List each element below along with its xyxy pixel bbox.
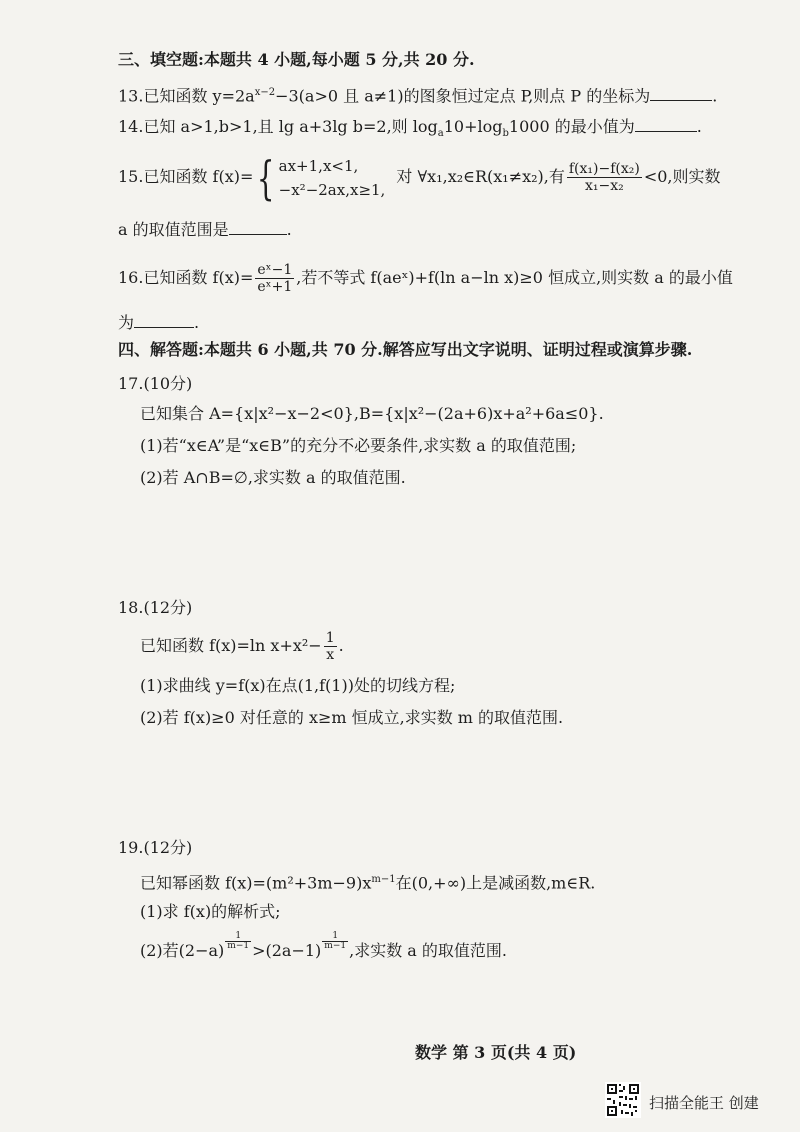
q18-part-2: (2)若 f(x)≥0 对任意的 x≥m 恒成立,求实数 m 的取值范围. <box>140 708 564 727</box>
q16-text-b: ,若不等式 f(aeˣ)+f(ln a−ln x)≥0 恒成立,则实数 a 的最小值 <box>296 268 733 287</box>
watermark-text: 扫描全能王 创建 <box>649 1094 759 1112</box>
q14-text-b: 10+log <box>443 117 503 136</box>
q19-exp2-num: 1 <box>322 932 348 942</box>
q15-frac-num: f(x₁)−f(x₂) <box>568 161 640 177</box>
q19-stem <box>140 870 595 893</box>
q19-exp1-den: m−1 <box>227 941 250 951</box>
q16-frac-num: eˣ−1 <box>257 262 293 278</box>
q19-p2-text-mid: >(2a−1) <box>252 941 322 960</box>
q17-score: 17.(10分) <box>118 374 193 393</box>
q18-stem-end: . <box>338 636 344 655</box>
question-15-line2 <box>118 220 292 240</box>
q16-answer-blank[interactable] <box>134 313 194 328</box>
q15-answer-blank[interactable] <box>229 220 287 235</box>
q13-text-a: 13.已知函数 y=2a <box>118 86 255 106</box>
q16-frac-den: eˣ+1 <box>257 279 293 295</box>
q14-text-c: 1000 的最小值为 <box>508 117 635 136</box>
q19-p2-text-b: ,求实数 a 的取值范围. <box>349 941 507 960</box>
q19-part-1: (1)求 f(x)的解析式; <box>140 902 281 921</box>
q18-part-1: (1)求曲线 y=f(x)在点(1,f(1))处的切线方程; <box>140 676 456 695</box>
q14-end: . <box>696 117 702 136</box>
q18-frac-num: 1 <box>325 630 335 646</box>
q15-case-2: −x²−2ax,x≥1, <box>278 180 386 199</box>
q14-answer-blank[interactable] <box>635 117 697 132</box>
q15-piecewise <box>279 154 386 202</box>
q13-exponent: x−2 <box>254 87 276 98</box>
q13-end: . <box>712 86 718 106</box>
qr-code-icon <box>605 1082 641 1118</box>
q15-frac-den: x₁−x₂ <box>584 178 624 194</box>
q14-sub-a: a <box>437 128 444 140</box>
question-14 <box>118 117 702 144</box>
page-footer: 数学 第 3 页(共 4 页) <box>415 1043 577 1062</box>
q18-fraction <box>324 630 337 663</box>
q15-fraction <box>567 161 642 194</box>
q19-exp1-num: 1 <box>225 932 251 942</box>
q15-line2-text: a 的取值范围是 <box>118 220 229 239</box>
q15-brace: { <box>257 150 275 205</box>
q19-exp2-den: m−1 <box>324 941 347 951</box>
q19-exponent-1 <box>225 932 251 951</box>
question-13 <box>118 83 717 106</box>
q19-stem-text-b: 在(0,+∞)上是减函数,m∈R. <box>395 873 596 893</box>
q18-frac-den: x <box>326 647 335 663</box>
q18-score: 18.(12分) <box>118 598 193 617</box>
q17-stem: 已知集合 A={x|x²−x−2<0},B={x|x²−(2a+6)x+a²+6a≤0}. <box>140 404 604 423</box>
q19-part-2 <box>140 932 507 963</box>
q15-text-b: 对 ∀x₁,x₂∈R(x₁≠x₂),有 <box>396 167 565 186</box>
q15-case-1: ax+1,x<1, <box>278 156 359 175</box>
q16-line2-text: 为 <box>118 313 135 332</box>
question-15 <box>118 150 721 205</box>
q16-end: . <box>194 313 200 332</box>
q18-stem-text: 已知函数 f(x)=ln x+x²− <box>140 636 322 655</box>
q16-fraction <box>255 262 294 295</box>
q15-text-a: 15.已知函数 f(x)= <box>118 167 254 186</box>
q13-answer-blank[interactable] <box>650 86 712 101</box>
q18-stem <box>140 626 344 666</box>
q15-end: . <box>286 220 292 239</box>
q19-exponent-2 <box>322 932 348 951</box>
q19-stem-exponent: m−1 <box>371 874 396 885</box>
q16-text-a: 16.已知函数 f(x)= <box>118 268 254 287</box>
question-16-line2 <box>118 313 199 333</box>
section-header-answer: 四、解答题:本题共 6 小题,共 70 分.解答应写出文字说明、证明过程或演算步骤. <box>118 340 693 359</box>
q19-p2-text-a: (2)若(2−a) <box>140 941 225 960</box>
section-header-fill: 三、填空题:本题共 4 小题,每小题 5 分,共 20 分. <box>118 50 475 69</box>
q19-stem-text-a: 已知幂函数 f(x)=(m²+3m−9)x <box>140 873 372 893</box>
q15-text-c: <0,则实数 <box>643 167 721 186</box>
q13-text-b: −3(a>0 且 a≠1)的图象恒过定点 P,则点 P 的坐标为 <box>275 86 651 106</box>
q17-part-1: (1)若“x∈A”是“x∈B”的充分不必要条件,求实数 a 的取值范围; <box>140 436 577 455</box>
scanner-watermark <box>605 1082 795 1122</box>
question-16 <box>118 258 733 298</box>
q19-score: 19.(12分) <box>118 838 193 857</box>
q14-text-a: 14.已知 a>1,b>1,且 lg a+3lg b=2,则 log <box>118 117 438 136</box>
q17-part-2: (2)若 A∩B=∅,求实数 a 的取值范围. <box>140 468 406 487</box>
q14-sub-b: b <box>502 128 509 140</box>
